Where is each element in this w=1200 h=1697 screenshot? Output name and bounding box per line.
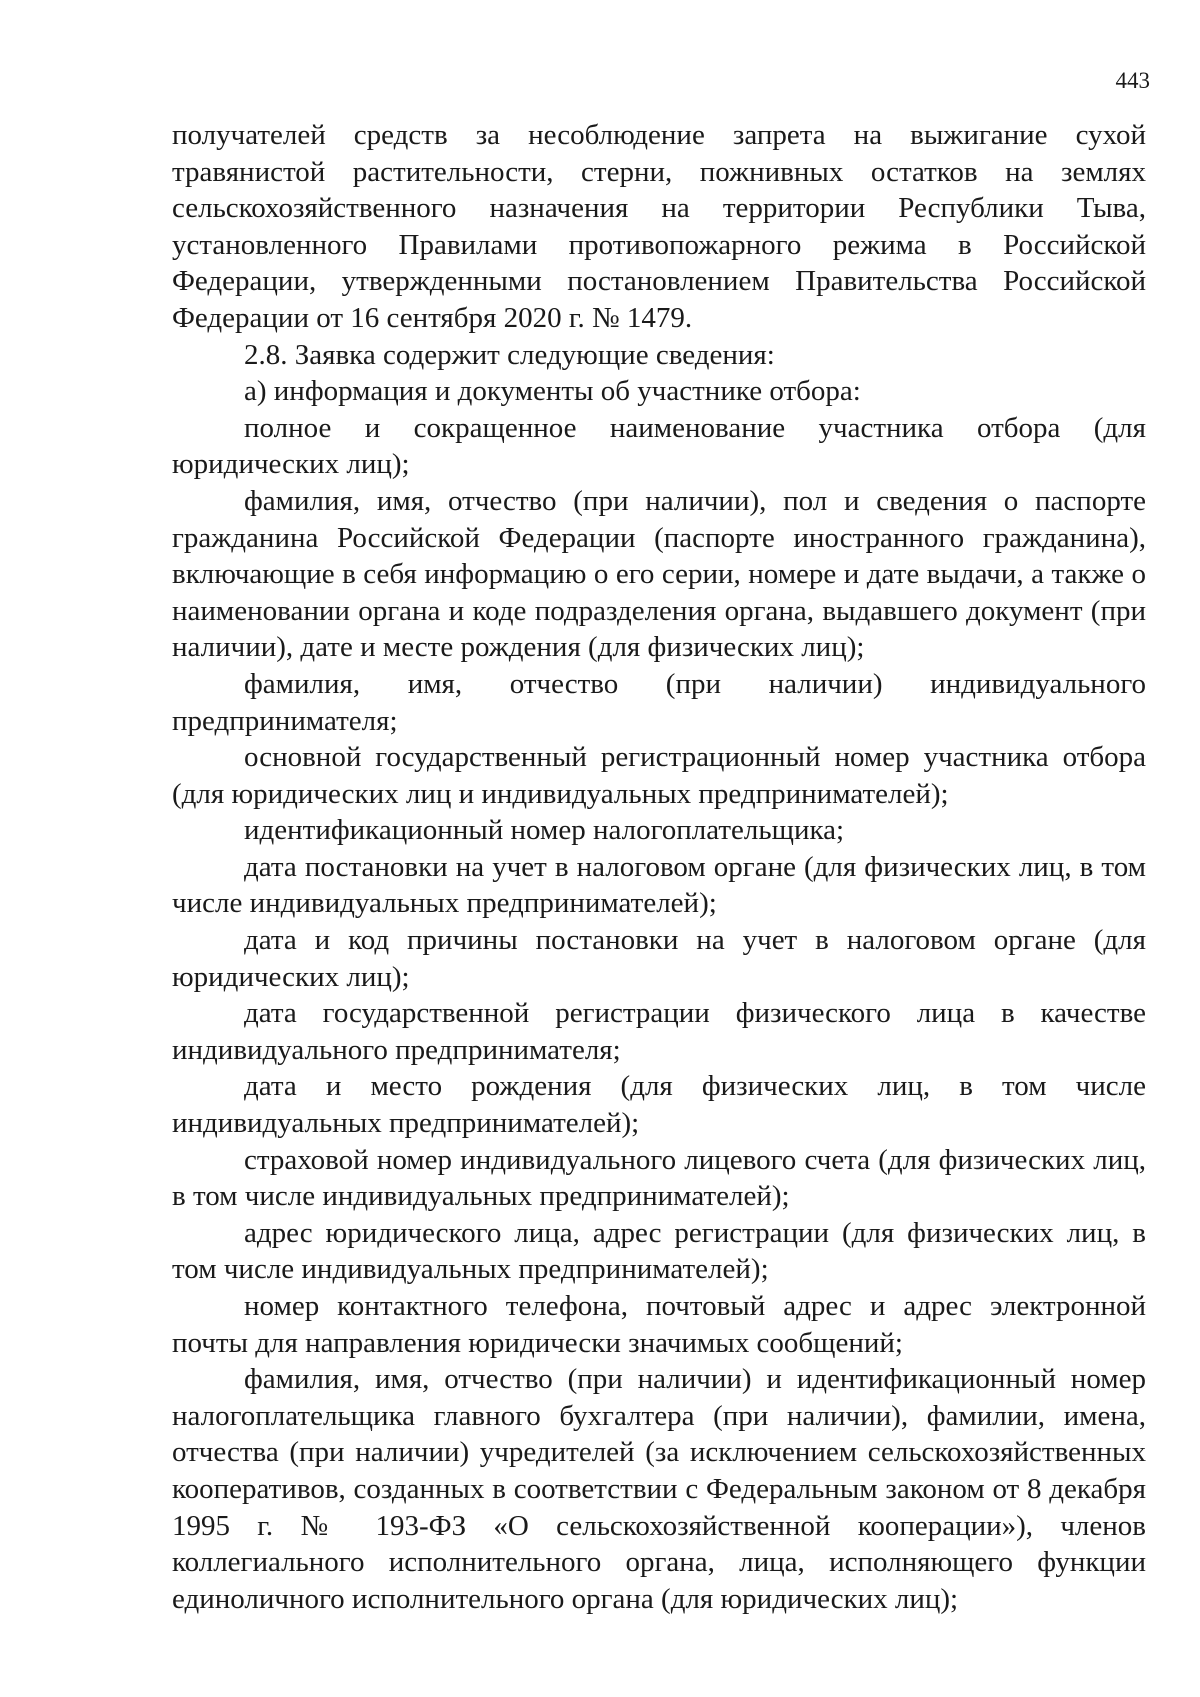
- document-body: [172, 117, 1146, 1617]
- paragraph-snils: страховой номер индивидуального лицевого счета (для физических лиц, в том числе индивидуальных предпринимателей);: [172, 1143, 1146, 1213]
- paragraph-accountant-founders: фамилия, имя, отчество (при наличии) и идентификационный номер налогоплательщика главного бухгалтера (при наличии), фамилии, имена, отчества (при наличии) учредителей (за исключением сельскохозяйственных кооперативов, созданных в соответствии с Федеральным законом от 8 декабря 1995 г. № 193-ФЗ «О сельскохозяйственной кооперации»), членов коллегиального исполнительного органа, лица, исполняющего функции единоличного исполнительного органа (для юридических лиц);: [172, 1363, 1146, 1615]
- paragraph-tax-registration-date: дата постановки на учет в налоговом органе (для физических лиц, в том числе индивидуальных предпринимателей);: [172, 850, 1146, 920]
- paragraph-address: адрес юридического лица, адрес регистрации (для физических лиц, в том числе индивидуальных предпринимателей);: [172, 1216, 1146, 1286]
- paragraph-contacts: номер контактного телефона, почтовый адрес и адрес электронной почты для направления юридически значимых сообщений;: [172, 1290, 1146, 1359]
- paragraph-full-name: полное и сокращенное наименование участника отбора (для юридических лиц);: [172, 411, 1146, 481]
- paragraph-clause-2-8: 2.8. Заявка содержит следующие сведения:: [244, 338, 775, 371]
- paragraph-ogrn: основной государственный регистрационный номер участника отбора (для юридических лиц и индивидуальных предпринимателей);: [172, 741, 1146, 810]
- paragraph-participant-info-heading: а) информация и документы об участнике отбора:: [244, 375, 861, 408]
- paragraph-state-registration-date: дата государственной регистрации физического лица в качестве индивидуального предпринимателя;: [172, 997, 1146, 1066]
- paragraph-birth-info: дата и место рождения (для физических лиц, в том числе индивидуальных предпринимателей);: [172, 1070, 1146, 1140]
- paragraph-recipients-liability: получателей средств за несоблюдение запрета на выжигание сухой травянистой растительности, стерни, пожнивных остатков на землях сельскохозяйственного назначения на территории Республики Тыва, установленного Правилами противопожарного режима в Российской Федерации, утвержденными постановлением Правительства Российской Федерации от 16 сентября 2020 г. № 1479.: [172, 119, 1146, 334]
- paragraph-kpp: дата и код причины постановки на учет в налоговом органе (для юридических лиц);: [172, 924, 1146, 993]
- paragraph-entrepreneur-name: фамилия, имя, отчество (при наличии) индивидуального предпринимателя;: [172, 667, 1146, 737]
- paragraph-inn: идентификационный номер налогоплательщика;: [244, 814, 845, 847]
- paragraph-passport-info: фамилия, имя, отчество (при наличии), пол и сведения о паспорте гражданина Российской Федерации (паспорте иностранного гражданина), включающие в себя информацию о его серии, номере и дате выдачи, а также о наименовании органа и коде подразделения органа, выдавшего документ (при наличии), дате и месте рождения (для физических лиц);: [172, 484, 1146, 664]
- page-number: 443: [1115, 68, 1150, 93]
